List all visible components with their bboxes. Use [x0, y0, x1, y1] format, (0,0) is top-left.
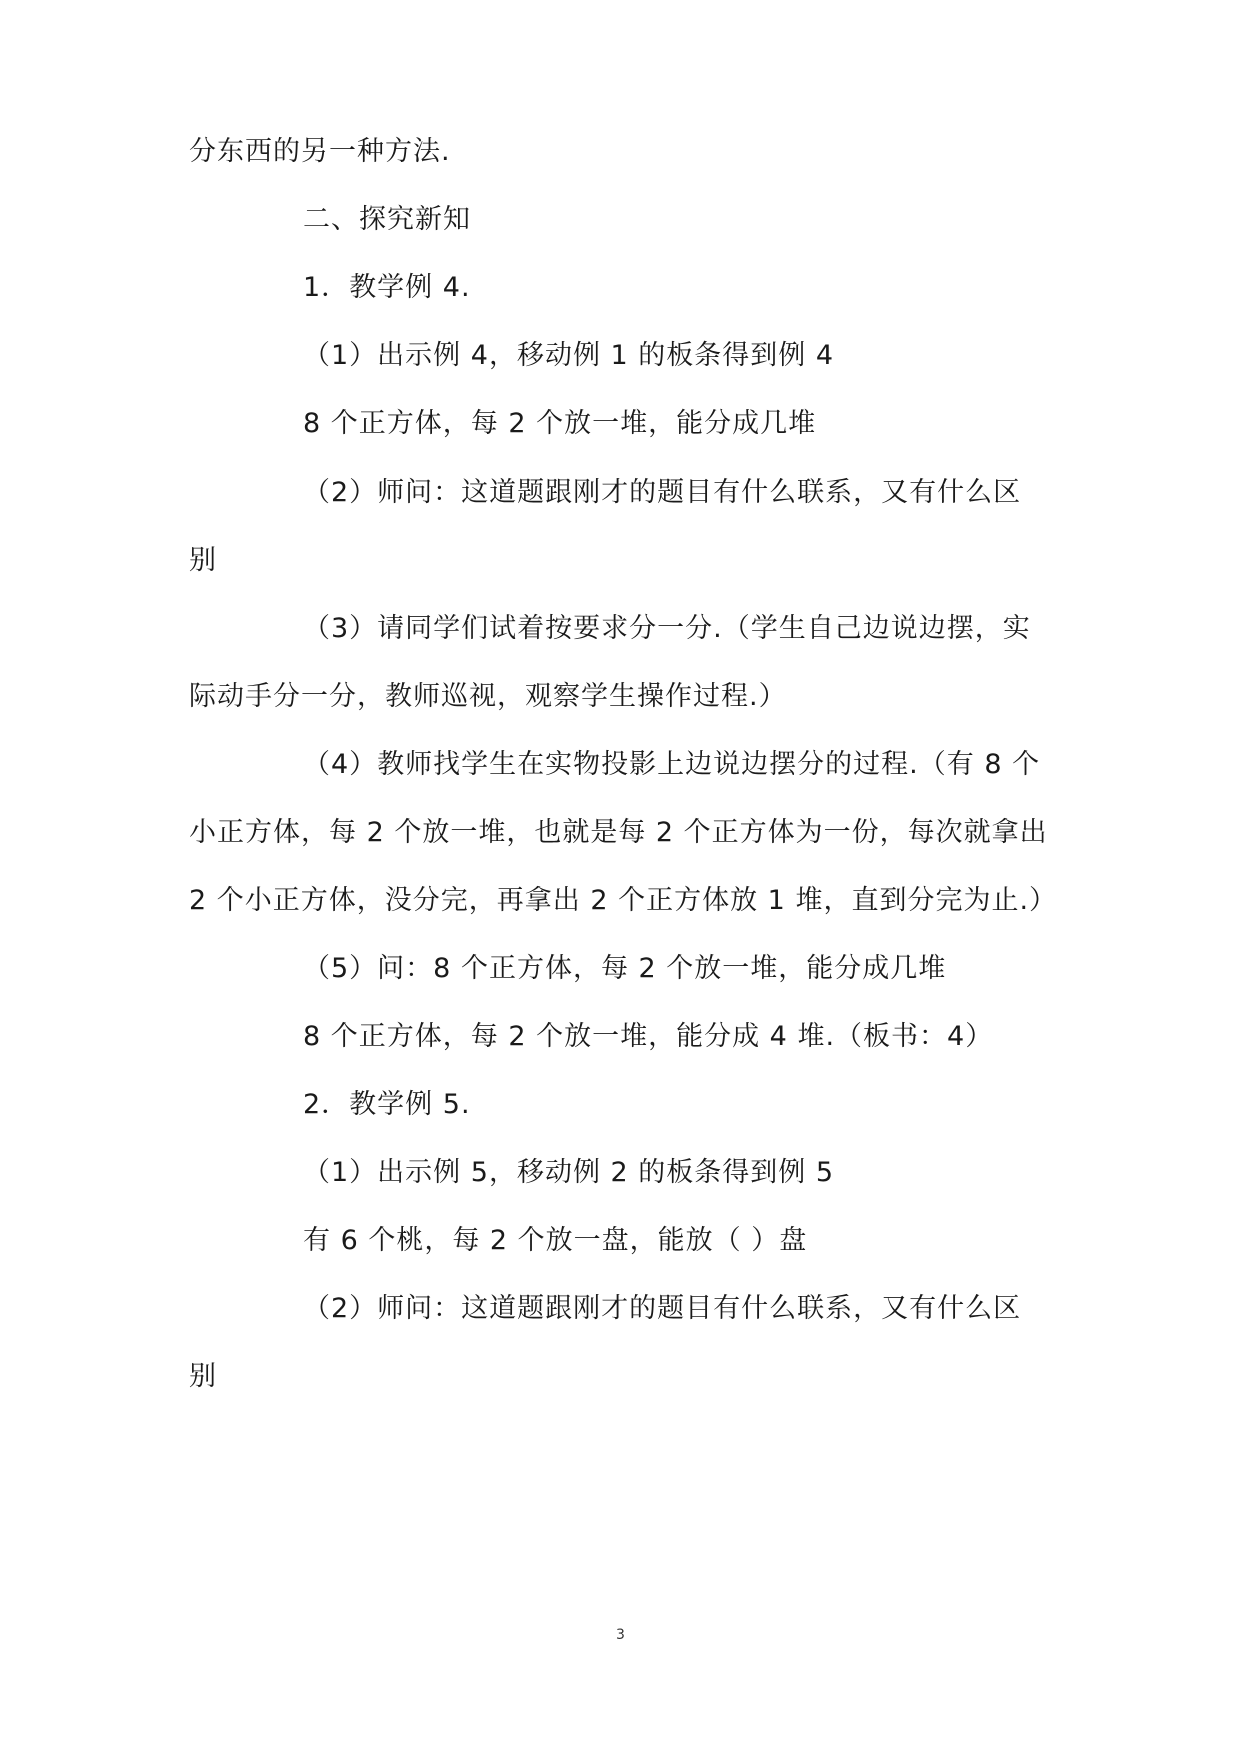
text-line: 际动手分一分，教师巡视，观察学生操作过程.） — [189, 681, 787, 712]
section-heading: 二、探究新知 — [303, 204, 471, 235]
page-number: 3 — [616, 1627, 625, 1643]
text-line: （1）出示例 5，移动例 2 的板条得到例 5 — [303, 1157, 835, 1188]
text-line: 2 个小正方体，没分完，再拿出 2 个正方体放 1 堆，直到分完为止.） — [189, 885, 1058, 916]
text-line: （3）请同学们试着按要求分一分.（学生自己边说边摆，实 — [303, 613, 1031, 644]
text-line: 有 6 个桃，每 2 个放一盘，能放（ ）盘 — [303, 1225, 808, 1256]
text-line: 别 — [189, 545, 217, 576]
text-line: （1）出示例 4，移动例 1 的板条得到例 4 — [303, 340, 835, 371]
text-line: （2）师问：这道题跟刚才的题目有什么联系，又有什么区 — [303, 477, 1022, 508]
text-line: 8 个正方体，每 2 个放一堆，能分成几堆 — [303, 408, 817, 439]
text-line: 别 — [189, 1361, 217, 1392]
text-line: 分东西的另一种方法. — [189, 136, 451, 167]
text-line: （2）师问：这道题跟刚才的题目有什么联系，又有什么区 — [303, 1293, 1022, 1324]
text-line: 小正方体，每 2 个放一堆，也就是每 2 个正方体为一份，每次就拿出 — [189, 817, 1048, 848]
text-line: （5）问：8 个正方体，每 2 个放一堆，能分成几堆 — [303, 953, 947, 984]
subsection-heading: 1．教学例 4. — [303, 272, 471, 303]
text-line: （4）教师找学生在实物投影上边说边摆分的过程.（有 8 个 — [303, 749, 1041, 780]
subsection-heading: 2．教学例 5. — [303, 1089, 471, 1120]
text-line: 8 个正方体，每 2 个放一堆，能分成 4 堆.（板书：4） — [303, 1021, 994, 1052]
